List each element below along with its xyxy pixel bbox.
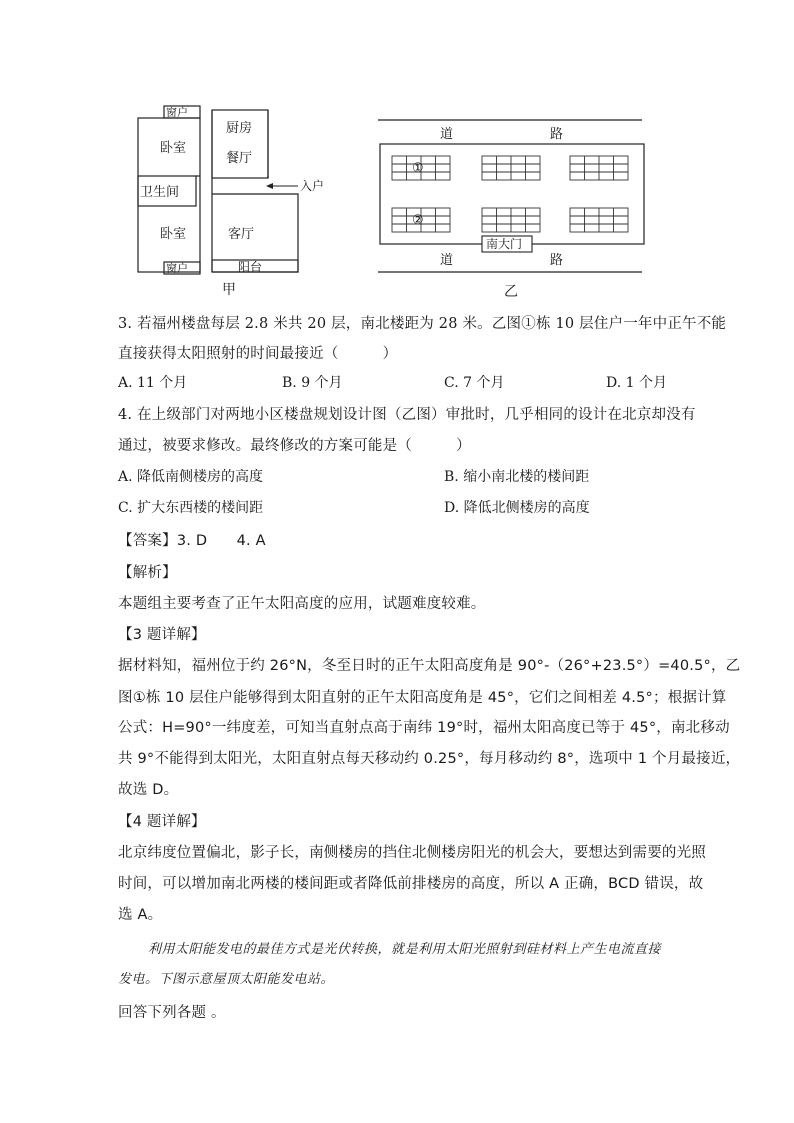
material-line1: 利用太阳能发电的最佳方式是光伏转换，就是利用太阳光照射到硅材料上产生电流直接 bbox=[148, 942, 662, 957]
floor-plan-figure bbox=[130, 100, 330, 298]
q3-stem-line1: 3. 若福州楼盘每层 2.8 米共 20 层，南北楼距为 28 米。乙图①栋 10 层住户一年中正午不能 bbox=[118, 316, 727, 332]
detail3-label: 【3 题详解】 bbox=[118, 627, 206, 643]
label-window-top: 窗户 bbox=[166, 106, 188, 119]
detail3-line4: 共 9°不能得到太阳光，太阳直射点每天移动约 0.25°，每月移动约 8°，选项中 1 个月最接近， bbox=[118, 751, 741, 767]
caption-jia: 甲 bbox=[222, 282, 236, 298]
material-line2: 发电。下图示意屋顶太阳能发电站。 bbox=[118, 972, 335, 987]
road-bottom-right: 路 bbox=[550, 253, 564, 268]
road-top-left: 道 bbox=[440, 127, 454, 142]
detail4-line2: 时间，可以增加南北两楼的楼间距或者降低前排楼房的高度，所以 A 正确，BCD 错误，故 bbox=[118, 876, 704, 892]
building-block bbox=[482, 156, 540, 180]
label-kitchen: 厨房 bbox=[226, 121, 253, 136]
label-living: 客厅 bbox=[228, 227, 255, 242]
site-plan-figure bbox=[372, 110, 650, 302]
road-top-right: 路 bbox=[550, 127, 564, 142]
q4-stem-line2: 通过，被要求修改。最终修改的方案可能是（ ） bbox=[118, 438, 471, 454]
analysis-text: 本题组主要考查了正午太阳高度的应用，试题难度较难。 bbox=[118, 596, 486, 612]
building-block bbox=[482, 208, 540, 232]
label-building-2: ② bbox=[412, 213, 424, 228]
detail4-label: 【4 题详解】 bbox=[118, 814, 206, 830]
detail3-line3: 公式：H=90°一纬度差，可知当直射点高于南纬 19°时，福州太阳高度已等于 45°，南北移动 bbox=[118, 720, 730, 736]
label-bathroom: 卫生间 bbox=[140, 185, 180, 200]
q3-option-b: B. 9 个月 bbox=[282, 375, 343, 391]
label-bedroom-bottom: 卧室 bbox=[160, 227, 187, 242]
label-window-bottom: 窗户 bbox=[166, 262, 188, 275]
label-dining: 餐厅 bbox=[226, 151, 253, 166]
detail3-line5: 故选 D。 bbox=[118, 782, 179, 798]
answer-label: 【答案】 bbox=[118, 533, 177, 549]
label-balcony: 阳台 bbox=[238, 260, 263, 274]
detail3-line2: 图①栋 10 层住户能够得到太阳直射的正午太阳高度角是 45°，它们之间相差 4.5°；根据计算 bbox=[118, 690, 727, 706]
q4-option-c: C. 扩大东西楼的楼间距 bbox=[118, 500, 264, 516]
detail3-line1: 据材料知，福州位于约 26°N，冬至日时的正午太阳高度角是 90°-（26°+23.5°）=40.5°，乙 bbox=[118, 658, 741, 674]
road-bottom-left: 道 bbox=[440, 253, 454, 268]
label-bedroom-top: 卧室 bbox=[160, 141, 187, 156]
building-block bbox=[570, 208, 628, 232]
label-entrance: 入户 bbox=[300, 179, 325, 193]
building-grid-group bbox=[392, 156, 628, 232]
answer-text: 3. D 4. A bbox=[176, 533, 266, 549]
prompt-text: 回答下列各题 。 bbox=[118, 1005, 226, 1021]
q4-option-a: A. 降低南侧楼房的高度 bbox=[118, 469, 264, 485]
q3-stem-line2: 直接获得太阳照射的时间最接近（ ） bbox=[118, 346, 398, 362]
answer-section bbox=[118, 529, 266, 550]
label-south-gate: 南大门 bbox=[486, 237, 523, 251]
q4-option-b: B. 缩小南北楼的楼间距 bbox=[444, 469, 590, 485]
detail4-line1: 北京纬度位置偏北，影子长，南侧楼房的挡住北侧楼房阳光的机会大，要想达到需要的光照 bbox=[118, 845, 706, 861]
q4-option-d: D. 降低北侧楼房的高度 bbox=[444, 500, 590, 516]
analysis-label: 【解析】 bbox=[118, 565, 177, 581]
building-block bbox=[570, 156, 628, 180]
detail4-line3: 选 A。 bbox=[118, 907, 163, 923]
caption-yi: 乙 bbox=[504, 284, 518, 300]
q3-option-d: D. 1 个月 bbox=[606, 375, 667, 391]
q3-option-a: A. 11 个月 bbox=[118, 375, 188, 391]
q4-stem-line1: 4. 在上级部门对两地小区楼盘规划设计图（乙图）审批时，几乎相同的设计在北京却没有 bbox=[118, 407, 696, 423]
label-building-1: ① bbox=[412, 161, 424, 176]
q3-option-c: C. 7 个月 bbox=[444, 375, 505, 391]
